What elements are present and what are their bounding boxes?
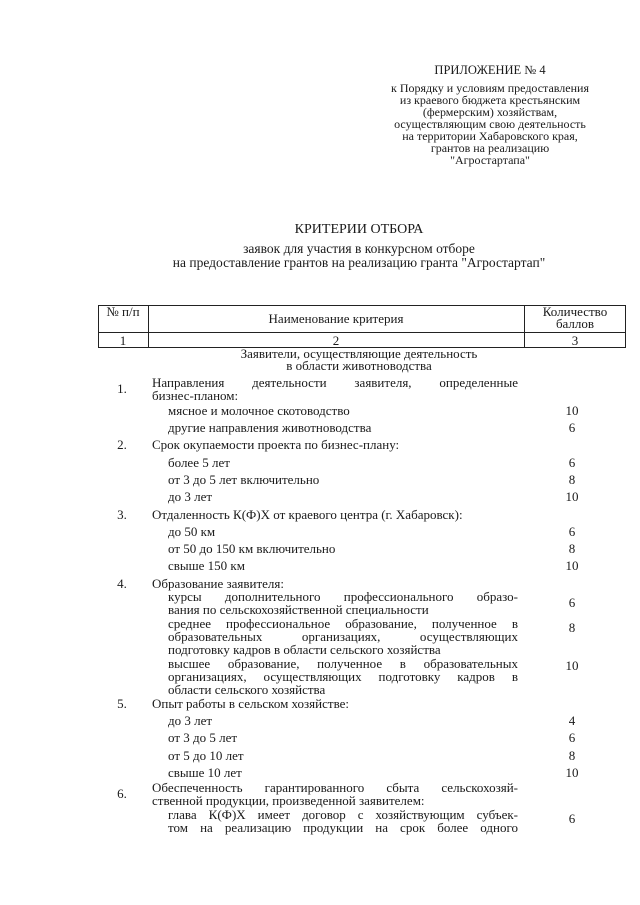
text-line: от 3 до 5 лет: [168, 730, 238, 745]
table-divider: [98, 332, 626, 333]
text-line: Опыт работы в сельском хозяйстве:: [152, 696, 350, 711]
text-line: организациях, осуществляющих подготовку кадров в: [168, 669, 518, 684]
criterion-title: [152, 508, 518, 521]
option-text: [168, 808, 518, 834]
subtitle-line: заявок для участия в конкурсном отборе: [243, 241, 475, 256]
text-line: другие направления животноводства: [168, 420, 372, 435]
criterion-title: [152, 697, 518, 710]
table-divider: [148, 305, 149, 348]
option-text: [168, 421, 518, 434]
appendix-line: грантов на реализацию: [430, 141, 550, 155]
criterion-number: 6.: [117, 786, 127, 801]
text-line: до 50 км: [168, 524, 216, 539]
subtitle-line: на предоставление грантов на реализацию гранта "Агростартап": [172, 255, 546, 270]
criterion-number: 4.: [117, 576, 127, 591]
text-line: мясное и молочное скотоводство: [168, 403, 350, 418]
appendix-line: к Порядку и условиям предоставления: [391, 81, 589, 95]
appendix-line: осуществляющим свою деятельность: [394, 117, 586, 131]
criterion-number: 5.: [117, 696, 127, 711]
text-line: свыше 10 лет: [168, 765, 242, 780]
text-line: Образование заявителя:: [152, 576, 285, 591]
text-line: более 5 лет: [168, 455, 230, 470]
text-line: Направления деятельности заявителя, определенные: [152, 375, 518, 390]
text-line: образовательных организациях, осуществляющих: [168, 629, 518, 644]
header-num: № п/п: [106, 304, 140, 319]
option-points: 8: [568, 748, 576, 763]
text-line: бизнес-планом:: [152, 388, 239, 403]
text-line: свыше 150 км: [168, 558, 245, 573]
option-points: 10: [565, 658, 579, 673]
text-line: от 5 до 10 лет: [168, 748, 244, 763]
appendix-heading: ПРИЛОЖЕНИЕ № 4: [434, 63, 546, 77]
criterion-number: 3.: [117, 507, 127, 522]
text-line: Отдаленность К(Ф)Х от краевого центра (г. Хабаровск):: [152, 507, 463, 522]
option-text: [168, 559, 518, 572]
index-num: 1: [119, 333, 127, 348]
option-points: 8: [568, 472, 576, 487]
option-text: [168, 749, 518, 762]
appendix-line: из краевого бюджета крестьянским: [399, 93, 581, 107]
text-line: до 3 лет: [168, 489, 213, 504]
text-line: от 3 до 5 лет включительно: [168, 472, 320, 487]
appendix-line: (фермерским) хозяйствам,: [422, 105, 558, 119]
index-points: 3: [571, 333, 579, 348]
criterion-title: [152, 438, 518, 451]
option-text: [168, 542, 518, 555]
header-points: Количество баллов: [542, 304, 608, 331]
criterion-number: 2.: [117, 437, 127, 452]
option-points: 6: [568, 455, 576, 470]
option-points: 6: [568, 595, 576, 610]
criterion-number: 1.: [117, 381, 127, 396]
option-points: 6: [568, 524, 576, 539]
option-points: 6: [568, 811, 576, 826]
option-points: 10: [565, 765, 579, 780]
option-points: 10: [565, 403, 579, 418]
option-text: [168, 617, 518, 656]
text-line: курсы дополнительного профессионального образо-: [168, 589, 518, 604]
appendix-line: на территории Хабаровского края,: [402, 129, 578, 143]
option-text: [168, 456, 518, 469]
text-line: от 50 до 150 км включительно: [168, 541, 336, 556]
option-points: 4: [568, 713, 576, 728]
appendix-line: "Агростартапа": [450, 153, 530, 167]
document-title: КРИТЕРИИ ОТБОРА: [294, 222, 424, 237]
section-line: в области животноводства: [286, 358, 432, 373]
text-line: среднее профессиональное образование, полученное в: [168, 616, 518, 631]
option-text: [168, 525, 518, 538]
text-line: высшее образование, полученное в образовательных: [168, 656, 518, 671]
option-text: [168, 714, 518, 727]
option-text: [168, 590, 518, 616]
text-line: области сельского хозяйства: [168, 682, 326, 697]
table-divider: [524, 305, 525, 348]
text-line: ственной продукции, произведенной заявителем:: [152, 793, 425, 808]
option-text: [168, 473, 518, 486]
index-name: 2: [332, 333, 340, 348]
option-points: 6: [568, 420, 576, 435]
text-line: глава К(Ф)Х имеет договор с хозяйствующим субъек-: [168, 807, 518, 822]
text-line: Срок окупаемости проекта по бизнес-плану:: [152, 437, 400, 452]
text-line: вания по сельскохозяйственной специальности: [168, 602, 429, 617]
section-title: [150, 348, 568, 372]
option-text: [168, 657, 518, 696]
text-line: Обеспеченность гарантированного сбыта сельскохозяй-: [152, 780, 518, 795]
criterion-title: [152, 376, 518, 402]
option-text: [168, 490, 518, 503]
text-line: том на реализацию продукции на срок более одного: [168, 820, 518, 835]
appendix-block: [370, 64, 610, 166]
text-line: подготовку кадров в области сельского хозяйства: [168, 642, 441, 657]
option-text: [168, 731, 518, 744]
option-text: [168, 766, 518, 779]
option-points: 8: [568, 541, 576, 556]
text-line: до 3 лет: [168, 713, 213, 728]
option-text: [168, 404, 518, 417]
section-line: Заявители, осуществляющие деятельность: [240, 346, 478, 361]
option-points: 8: [568, 620, 576, 635]
option-points: 6: [568, 730, 576, 745]
document-subtitle: [0, 242, 640, 270]
header-name: Наименование критерия: [268, 311, 404, 326]
option-points: 10: [565, 489, 579, 504]
criterion-title: [152, 781, 518, 807]
option-points: 10: [565, 558, 579, 573]
